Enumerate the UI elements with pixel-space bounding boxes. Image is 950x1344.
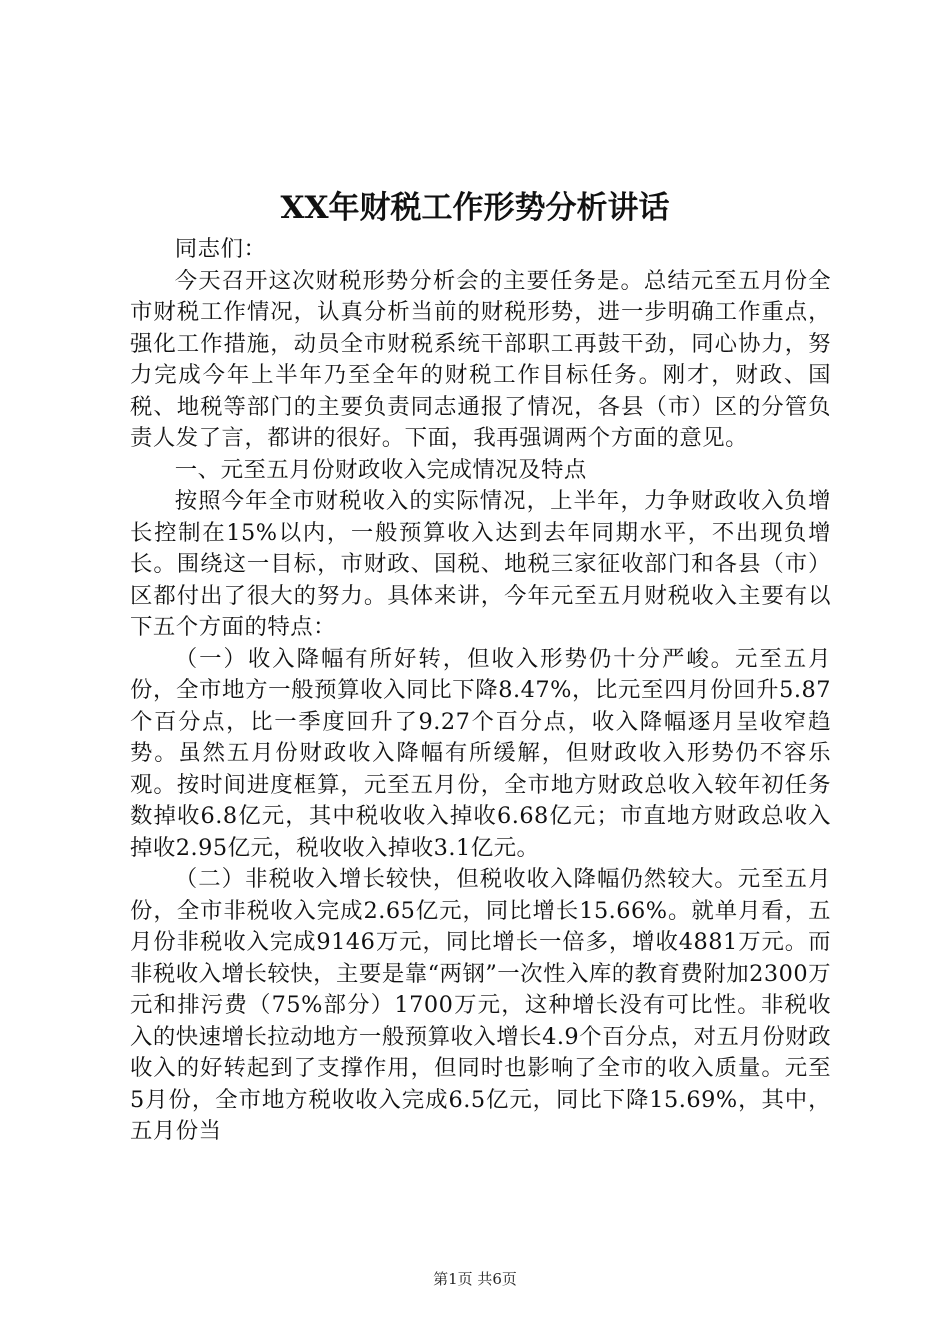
section-heading: 一、元至五月份财政收入完成情况及特点	[174, 456, 587, 483]
salutation: 同志们：	[174, 236, 267, 262]
paragraph: 按照今年全市财税收入的实际情况，上半年，力争财政收入负增长控制在15%以内，一般预算收入达到去年同期水平，不出现负增长。围绕这一目标，市财政、国税、地税三家征收部门和各县（市）区都付出了很大的努力。具体来讲，今年元至五月财税收入主要有以下五个方面的特点：	[130, 488, 831, 640]
document-body	[130, 234, 831, 1148]
document-title: XX年财税工作形势分析讲话	[280, 190, 670, 226]
page-number-footer: 第1页 共6页	[433, 1270, 517, 1288]
paragraph: （二）非税收入增长较快，但税收收入降幅仍然较大。元至五月份，全市非税收入完成2.65亿元，同比增长15.66%。就单月看，五月份非税收入完成9146万元，同比增长一倍多，增收4881万元。而非税收入增长较快，主要是靠“两钢”一次性入库的教育费附加2300万元和排污费（75%部分）1700万元，这种增长没有可比性。非税收入的快速增长拉动地方一般预算收入增长4.9个百分点，对五月份财政收入的好转起到了支撑作用，但同时也影响了全市的收入质量。元至5月份，全市地方税收收入完成6.5亿元，同比下降15.69%，其中，五月份当	[130, 866, 831, 1144]
paragraph: （一）收入降幅有所好转，但收入形势仍十分严峻。元至五月份，全市地方一般预算收入同比下降8.47%，比元至四月份回升5.87个百分点，比一季度回升了9.27个百分点，收入降幅逐月呈收窄趋势。虽然五月份财政收入降幅有所缓解，但财政收入形势仍不容乐观。按时间进度框算，元至五月份，全市地方财政总收入较年初任务数掉收6.8亿元，其中税收收入掉收6.68亿元；市直地方财政总收入掉收2.95亿元，税收收入掉收3.1亿元。	[130, 645, 831, 861]
paragraph: 今天召开这次财税形势分析会的主要任务是。总结元至五月份全市财税工作情况，认真分析当前的财税形势，进一步明确工作重点，强化工作措施，动员全市财税系统干部职工再鼓干劲，同心协力，努力完成今年上半年乃至全年的财税工作目标任务。刚才，财政、国税、地税等部门的主要负责同志通报了情况，各县（市）区的分管负责人发了言，都讲的很好。下面，我再强调两个方面的意见。	[130, 267, 831, 451]
